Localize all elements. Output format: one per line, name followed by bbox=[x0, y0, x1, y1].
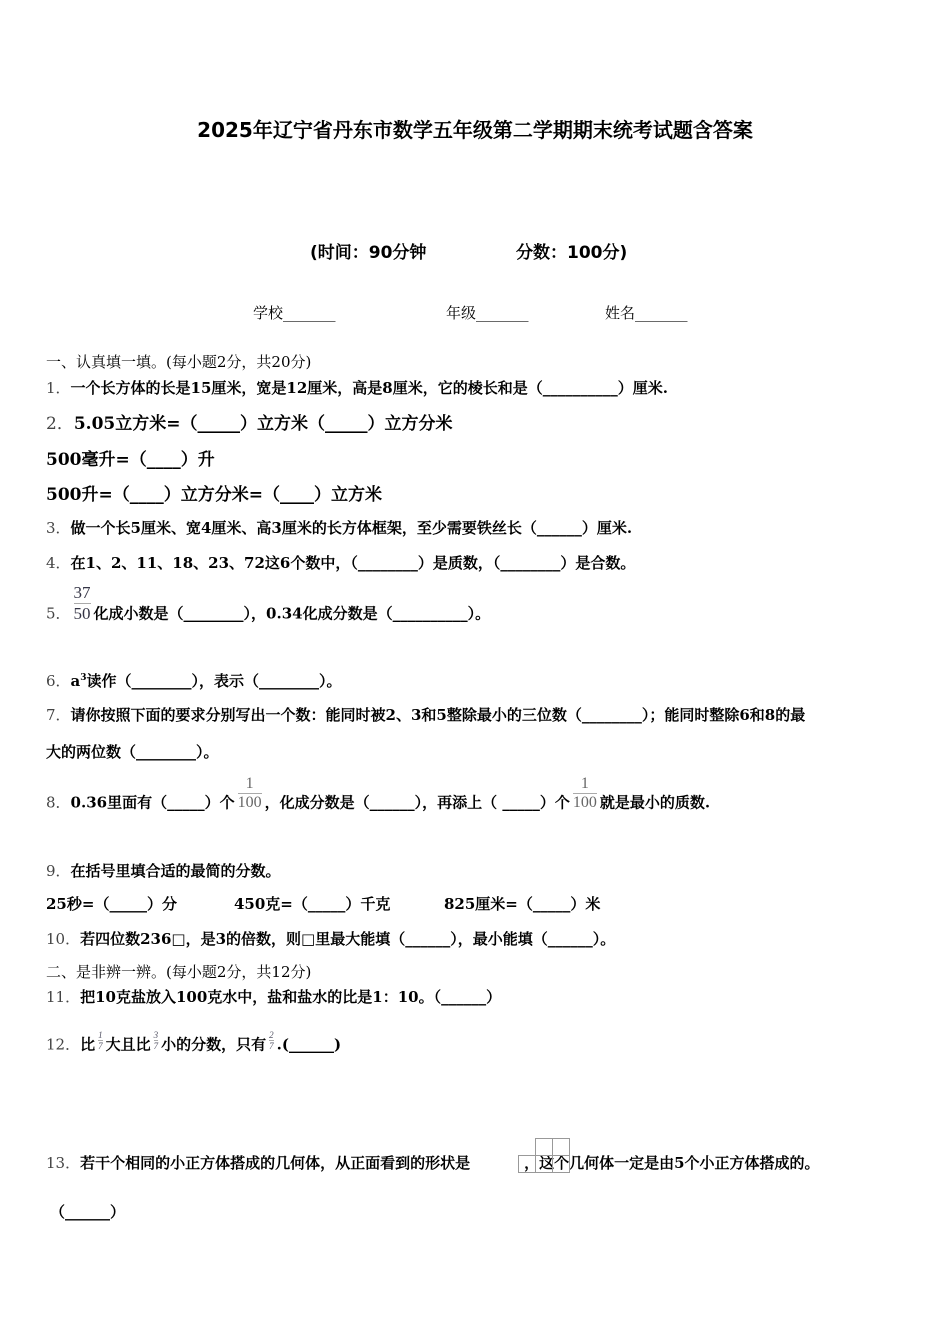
question-2 bbox=[46, 409, 452, 434]
question-text: 化成小数是（________），0.34化成分数是（__________）。 bbox=[93, 604, 491, 623]
question-4 bbox=[46, 552, 635, 573]
fraction-1-100 bbox=[573, 775, 597, 813]
question-7 bbox=[46, 704, 805, 725]
question-number: 4． bbox=[46, 554, 71, 572]
question-8 bbox=[46, 775, 710, 813]
grade-field: 年级_______ bbox=[446, 304, 529, 322]
question-1 bbox=[46, 377, 668, 398]
question-number: 5． bbox=[46, 604, 71, 623]
question-number: 9． bbox=[46, 862, 71, 880]
denominator: 100 bbox=[237, 794, 262, 812]
question-number: 12． bbox=[46, 1035, 81, 1054]
question-text: 小的分数，只有 bbox=[161, 1035, 267, 1054]
score-label: 分数：100分) bbox=[516, 243, 628, 263]
section-1-heading: 一、认真填一填。(每小题2分，共20分) bbox=[46, 353, 312, 371]
question-text: 在1、2、11、18、23、72这6个数中，（________）是质数，（________）是合数。 bbox=[70, 554, 636, 572]
fraction-37-50 bbox=[74, 583, 91, 623]
question-number: 13． bbox=[46, 1154, 81, 1172]
question-text: 做一个长5厘米、宽4厘米、高3厘米的长方体框架，至少需要铁丝长（______）厘米. bbox=[70, 519, 633, 537]
numerator: 1 bbox=[573, 775, 597, 794]
question-text: 若四位数236□，是3的倍数，则□里最大能填（______），最小能填（______）。 bbox=[80, 930, 616, 948]
question-7-line-2: 大的两位数（________）。 bbox=[46, 743, 219, 761]
question-number: 10． bbox=[46, 930, 81, 948]
question-9-a: 25秒=（_____）分 bbox=[46, 895, 177, 913]
question-2-line-2: 500毫升=（____）升 bbox=[46, 450, 215, 470]
numerator: 37 bbox=[73, 583, 91, 602]
question-number: 2． bbox=[46, 414, 74, 434]
question-number: 1． bbox=[46, 379, 71, 397]
name-field: 姓名_______ bbox=[605, 304, 688, 322]
question-text: 5.05立方米=（_____）立方米（_____）立方分米 bbox=[73, 414, 453, 434]
time-label: (时间：90分钟 bbox=[310, 243, 427, 263]
question-text: 若干个相同的小正方体搭成的几何体，从正面看到的形状是 bbox=[80, 1154, 471, 1172]
page-title: 2025年辽宁省丹东市数学五年级第二学期期末统考试题含答案 bbox=[197, 118, 753, 142]
question-2-line-3: 500升=（____）立方分米=（____）立方米 bbox=[46, 485, 382, 505]
variable-a: a bbox=[70, 672, 81, 690]
denominator: 7 bbox=[269, 1041, 274, 1052]
question-11 bbox=[46, 986, 501, 1007]
denominator: 7 bbox=[98, 1041, 103, 1052]
denominator: 7 bbox=[153, 1041, 159, 1052]
question-number: 11． bbox=[46, 988, 81, 1006]
question-text: 读作（________），表示（________）。 bbox=[86, 672, 342, 690]
question-10 bbox=[46, 928, 615, 949]
question-13 bbox=[46, 1152, 820, 1173]
numerator: 2 bbox=[269, 1030, 274, 1040]
fraction-1-100 bbox=[238, 775, 262, 813]
question-text: 比 bbox=[80, 1035, 96, 1054]
question-text: ，化成分数是（______），再添上（ _____）个 bbox=[264, 793, 570, 812]
question-9 bbox=[46, 860, 281, 881]
question-number: 8． bbox=[46, 793, 71, 812]
numerator: 1 bbox=[98, 1030, 103, 1040]
question-12 bbox=[46, 1030, 341, 1054]
question-9-b: 450克=（_____）千克 bbox=[234, 895, 391, 913]
fraction-2-7 bbox=[269, 1030, 274, 1052]
school-field: 学校_______ bbox=[253, 304, 336, 322]
question-text: 0.36里面有（_____）个 bbox=[70, 793, 235, 812]
question-text: 把10克盐放入100克水中，盐和盐水的比是1：10。（______） bbox=[80, 988, 502, 1006]
question-text: ，这个几何体一定是由5个小正方体搭成的。 bbox=[524, 1154, 820, 1172]
question-13-answer: （______） bbox=[50, 1203, 126, 1221]
question-text: 请你按照下面的要求分别写出一个数：能同时被2、3和5整除最小的三位数（________）；能同时整除6和8的最 bbox=[70, 706, 806, 724]
fraction-3-7 bbox=[154, 1030, 159, 1052]
question-text: 在括号里填合适的最简的分数。 bbox=[70, 862, 281, 880]
numerator: 1 bbox=[238, 775, 262, 794]
question-number: 3． bbox=[46, 519, 71, 537]
question-number: 7． bbox=[46, 706, 71, 724]
numerator: 3 bbox=[153, 1030, 159, 1040]
section-2-heading: 二、是非辨一辨。(每小题2分，共12分) bbox=[46, 963, 312, 981]
denominator: 100 bbox=[572, 794, 597, 812]
denominator: 50 bbox=[73, 603, 91, 623]
question-text: 就是最小的质数. bbox=[599, 793, 711, 812]
fraction-1-7 bbox=[98, 1030, 103, 1052]
question-number: 6． bbox=[46, 672, 71, 690]
question-text: .(______) bbox=[276, 1035, 342, 1054]
question-3 bbox=[46, 517, 632, 538]
question-6 bbox=[46, 670, 342, 691]
exponent: 3 bbox=[80, 673, 87, 683]
question-9-c: 825厘米=（_____）米 bbox=[444, 895, 601, 913]
question-5 bbox=[46, 583, 490, 624]
question-text: 一个长方体的长是15厘米，宽是12厘米，高是8厘米，它的棱长和是（__________）厘米. bbox=[70, 379, 668, 397]
question-text: 大且比 bbox=[105, 1035, 151, 1054]
